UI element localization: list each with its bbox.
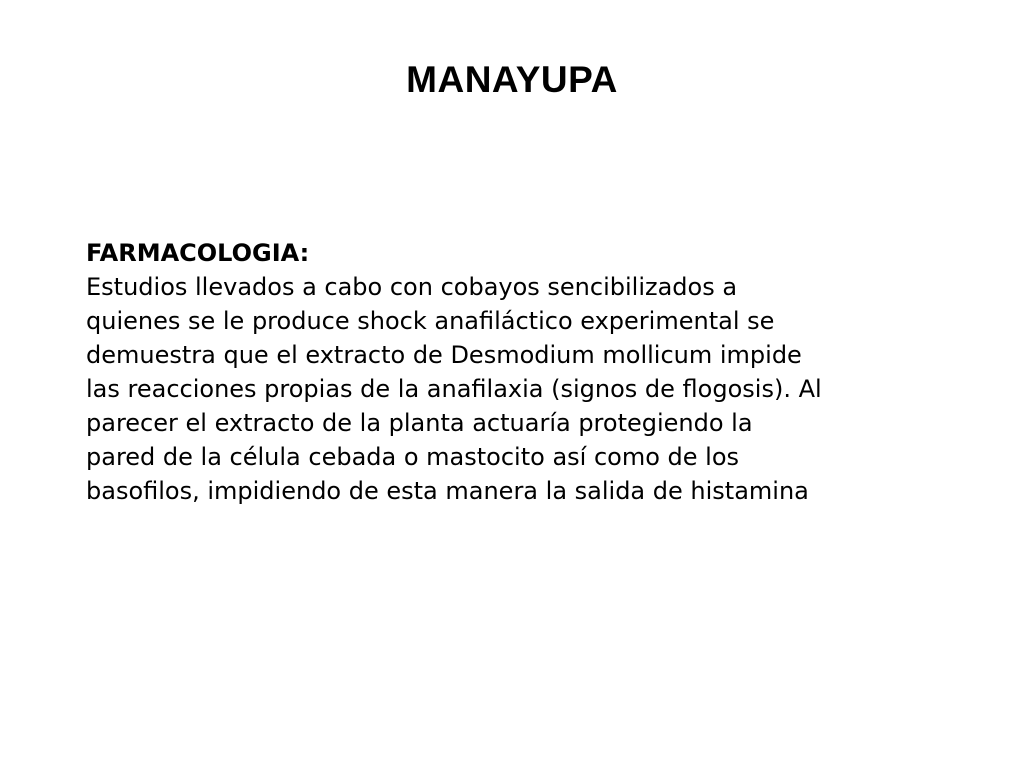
body-line-7: basofilos, impidiendo de esta manera la salida de histamina xyxy=(86,477,809,505)
body-line-4: las reacciones propias de la anafilaxia (signos de flogosis). Al xyxy=(86,375,822,403)
body-line-1: Estudios llevados a cabo con cobayos sencibilizados a xyxy=(86,273,738,301)
section-heading: FARMACOLOGIA: xyxy=(86,239,310,267)
slide-title: MANAYUPA xyxy=(406,59,618,100)
slide-content xyxy=(86,236,986,508)
body-line-5: parecer el extracto de la planta actuaría protegiendo la xyxy=(86,409,753,437)
body-line-6: pared de la célula cebada o mastocito así como de los xyxy=(86,443,740,471)
body-line-3: demuestra que el extracto de Desmodium mollicum impide xyxy=(86,341,802,369)
body-line-2: quienes se le produce shock anafiláctico experimental se xyxy=(86,307,775,335)
